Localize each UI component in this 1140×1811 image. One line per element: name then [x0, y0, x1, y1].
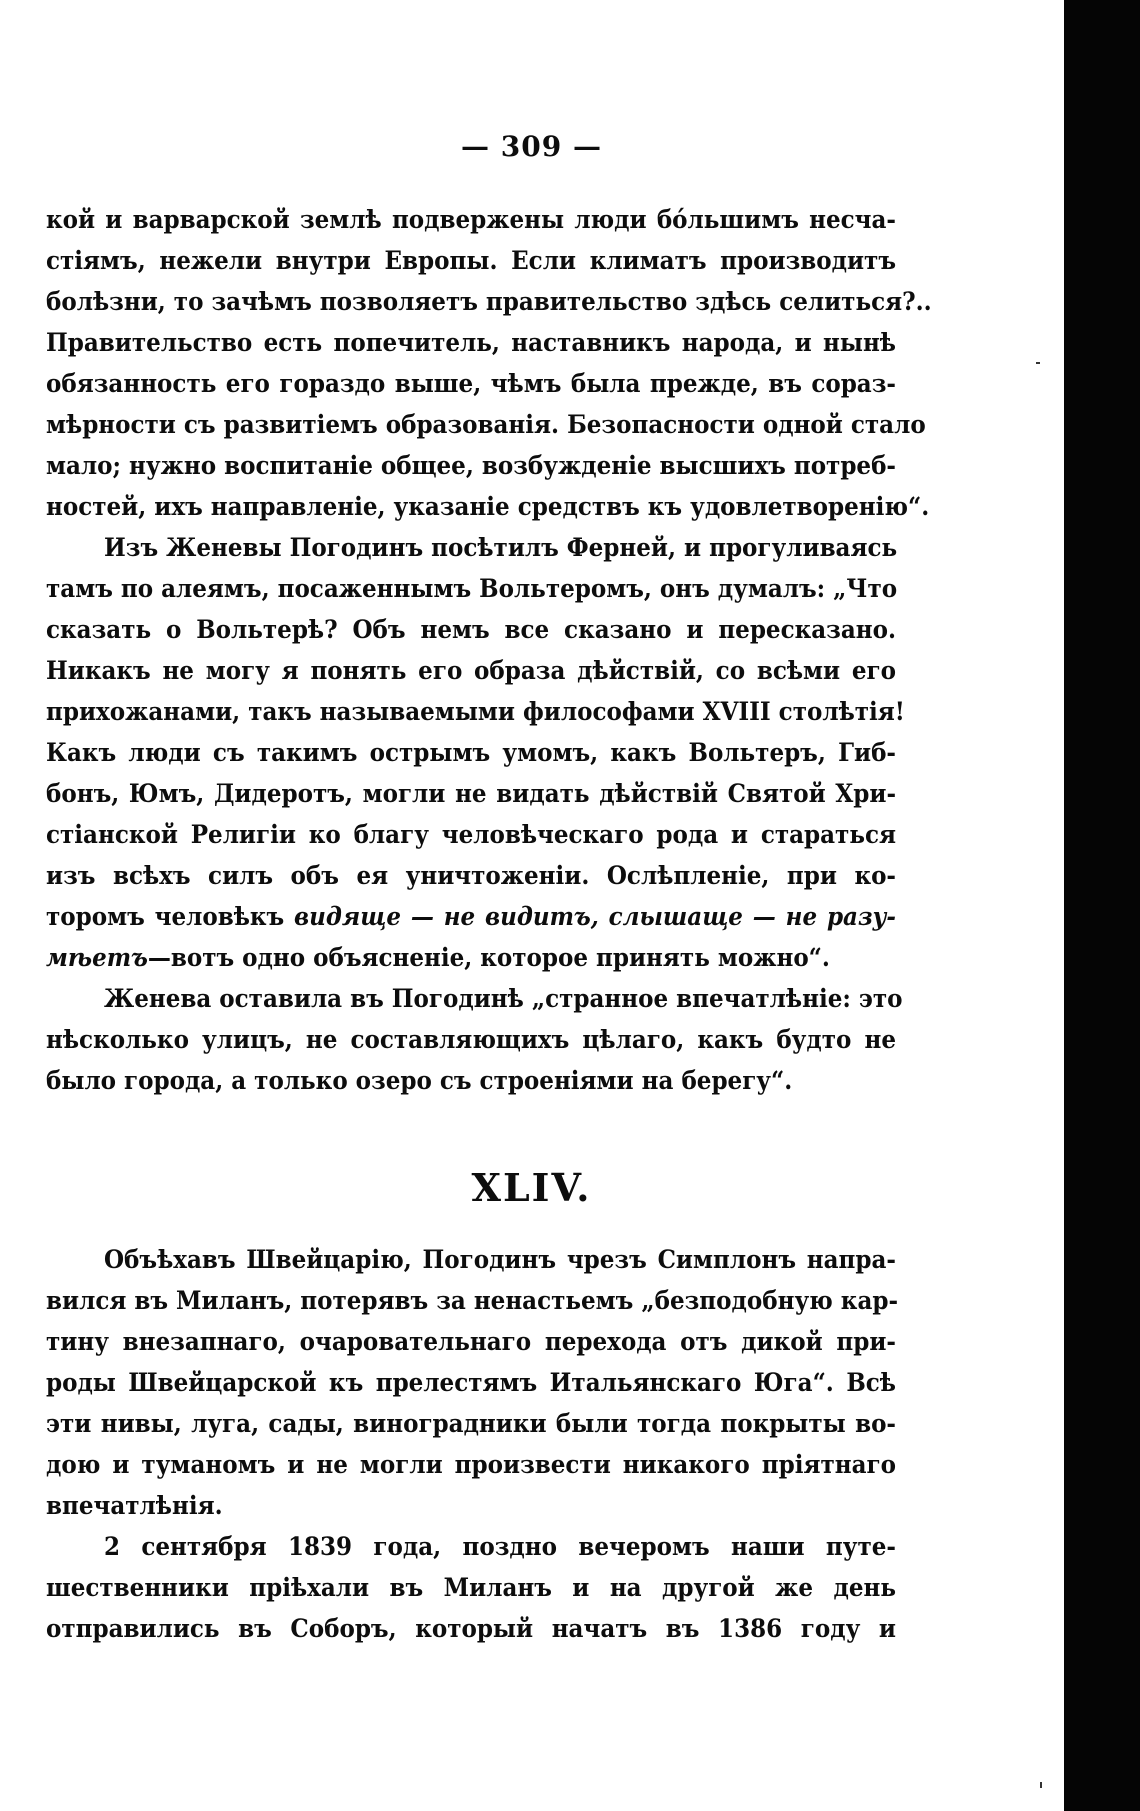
text-line: мало; нужно воспитаніе общее, возбужденіе высшихъ потреб- — [46, 451, 896, 481]
text-line: ностей, ихъ направленіе, указаніе средствъ къ удовлетворенію“. — [46, 492, 930, 522]
text-line: тину внезапнаго, очаровательнаго перехода отъ дикой при- — [46, 1327, 896, 1357]
text-line: болѣзни, то зачѣмъ позволяетъ правительство здѣсь селиться?.. — [46, 287, 932, 317]
italic-text: видяще — не видитъ, слышаще — не разу- — [294, 902, 896, 932]
text-line-mixed — [46, 938, 896, 979]
text-line: дою и туманомъ и не могли произвести никакого пріятнаго — [46, 1450, 896, 1480]
text-line-mixed — [46, 897, 896, 938]
text-line: сказать о Вольтерѣ? Объ немъ все сказано и пересказано. — [46, 615, 896, 645]
text-line: тамъ по алеямъ, посаженнымъ Вольтеромъ, онъ думалъ: „Что — [46, 574, 898, 604]
plain-text: торомъ человѣкъ — [46, 902, 295, 932]
scan-page-edge — [1064, 0, 1140, 1811]
text-line: шественники пріѣхали въ Миланъ и на другой же день — [46, 1573, 896, 1603]
text-line: вился въ Миланъ, потерявъ за ненастьемъ „безподобную кар- — [46, 1286, 899, 1316]
text-line: нѣсколько улицъ, не составляющихъ цѣлаго, какъ будто не — [46, 1025, 896, 1055]
text-line: роды Швейцарской къ прелестямъ Итальянскаго Юга“. Всѣ — [46, 1368, 896, 1398]
text-line: было города, а только озеро съ строеніями на берегу“. — [46, 1066, 793, 1096]
text-line: Изъ Женевы Погодинъ посѣтилъ Ферней, и прогуливаясь — [104, 533, 898, 563]
text-line: Объѣхавъ Швейцарію, Погодинъ чрезъ Симплонъ напра- — [104, 1245, 896, 1275]
page-number: — 309 — — [461, 130, 602, 163]
text-line: отправились въ Соборъ, который начатъ въ 1386 году и — [46, 1614, 896, 1644]
text-line: стіанской Религіи ко благу человѣческаго рода и стараться — [46, 820, 896, 850]
text-before-heading — [46, 200, 932, 1102]
text-line: прихожанами, такъ называемыми философами XVIII столѣтія! — [46, 697, 905, 727]
text-line: Женева оставила въ Погодинѣ „странное впечатлѣніе: это — [104, 984, 903, 1014]
text-line: бонъ, Юмъ, Дидеротъ, могли не видать дѣйствій Святой Хри- — [46, 779, 896, 809]
chapter-heading: XLIV. — [471, 1165, 592, 1210]
text-line: обязанность его гораздо выше, чѣмъ была прежде, въ сораз- — [46, 369, 896, 399]
scan-speck — [1036, 362, 1040, 364]
text-line: Никакъ не могу я понять его образа дѣйствій, со всѣми его — [46, 656, 896, 686]
text-line: Какъ люди съ такимъ острымъ умомъ, какъ Вольтеръ, Гиб- — [46, 738, 896, 768]
text-line: стіямъ, нежели внутри Европы. Если климатъ производитъ — [46, 246, 896, 276]
text-after-heading — [46, 1240, 899, 1650]
italic-text: мѣетъ — [46, 943, 148, 973]
text-line: Правительство есть попечитель, наставникъ народа, и нынѣ — [46, 328, 896, 358]
text-line: мѣрности съ развитіемъ образованія. Безопасности одной стало — [46, 410, 926, 440]
text-line: изъ всѣхъ силъ объ ея уничтоженіи. Ослѣпленіе, при ко- — [46, 861, 896, 891]
plain-text: —вотъ одно объясненіе, которое принять можно“. — [147, 943, 830, 973]
text-line: эти нивы, луга, сады, виноградники были тогда покрыты во- — [46, 1409, 896, 1439]
text-line: впечатлѣнія. — [46, 1491, 223, 1521]
scan-speck — [1040, 1782, 1042, 1788]
text-line: кой и варварской землѣ подвержены люди бо́льшимъ несча- — [46, 205, 896, 235]
text-line: 2 сентября 1839 года, поздно вечеромъ наши путе- — [104, 1532, 896, 1562]
